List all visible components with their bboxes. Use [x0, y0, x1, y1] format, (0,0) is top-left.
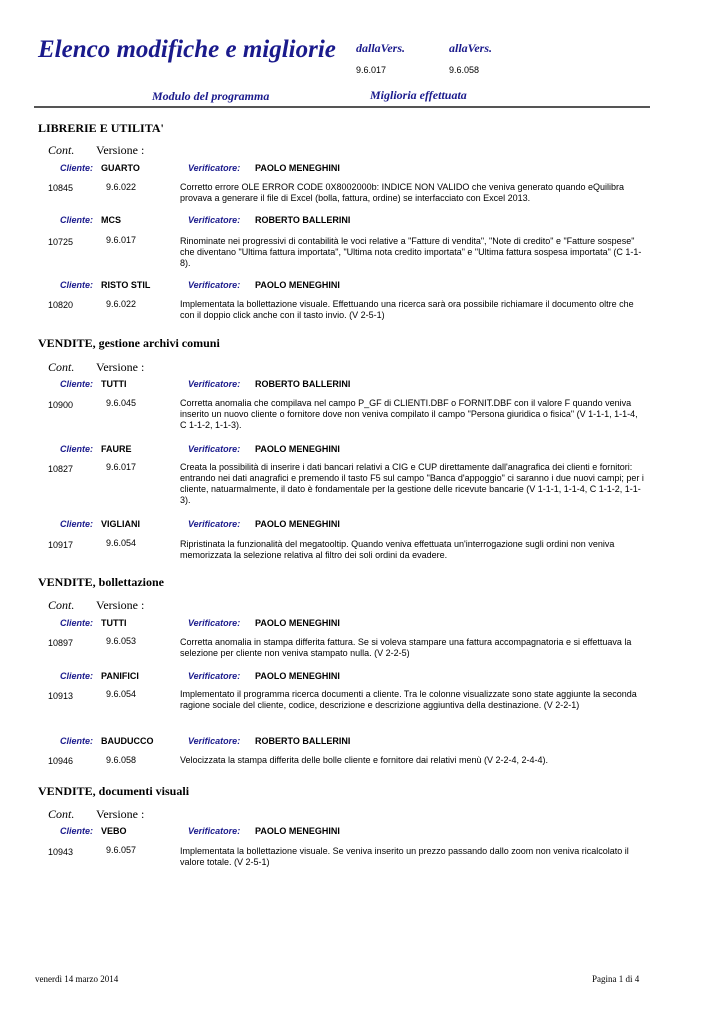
verificatore-value: PAOLO MENEGHINI [255, 618, 340, 628]
change-description: Rinominate nei progressivi di contabilità le voci relative a "Fatture di vendita", "Note di credito" e "Fatture sospese" che diventano "Ultima fattura importata", "Ultima nota credito importata" e "Ultima fattura sospesa importata" (C 1-1-8). [180, 236, 642, 268]
change-description: Ripristinata la funzionalità del megatooltip. Quando veniva effettuata un'interrogazione sugli ordini non veniva memorizzata la selezione relativa al filtro dei soli ordini da evadere. [180, 539, 615, 560]
to-version-label: allaVers. [449, 41, 493, 55]
verificatore-label: Verificatore: [188, 519, 241, 529]
versione-label: Versione : [96, 360, 145, 374]
module-column-header: Modulo del programma [152, 89, 270, 103]
change-code: 10946 [48, 756, 74, 766]
change-description: Implementata la bollettazione visuale. Effettuando una ricerca sarà ora possibile richiamare il documento oltre che con il doppio click anche con il tasto invio. (V 2-5-1) [180, 299, 634, 320]
change-code: 10897 [48, 638, 74, 648]
change-code: 10827 [48, 464, 74, 474]
change-version: 9.6.022 [106, 182, 137, 192]
change-code: 10917 [48, 540, 74, 550]
section-title: LIBRERIE E UTILITA' [38, 121, 164, 135]
verificatore-value: ROBERTO BALLERINI [255, 736, 351, 746]
change-code: 10943 [48, 847, 74, 857]
change-version: 9.6.022 [106, 299, 137, 309]
verificatore-label: Verificatore: [188, 736, 241, 746]
verificatore-value: PAOLO MENEGHINI [255, 163, 340, 173]
change-description: Corretta anomalia in stampa differita fattura. Se si voleva stampare una fattura accompagnatoria e si effettuava la selezione per cliente non veniva stampato nulla. (V 2-2-5) [180, 637, 632, 658]
cliente-label: Cliente: [60, 671, 94, 681]
cliente-label: Cliente: [60, 618, 94, 628]
change-version: 9.6.045 [106, 398, 137, 408]
section-title: VENDITE, gestione archivi comuni [38, 336, 220, 350]
cliente-value: RISTO STIL [101, 280, 151, 290]
cliente-label: Cliente: [60, 826, 94, 836]
verificatore-label: Verificatore: [188, 826, 241, 836]
change-code: 10900 [48, 400, 74, 410]
cliente-value: GUARTO [101, 163, 140, 173]
cliente-label: Cliente: [60, 519, 94, 529]
verificatore-label: Verificatore: [188, 379, 241, 389]
change-code: 10913 [48, 691, 74, 701]
verificatore-value: ROBERTO BALLERINI [255, 215, 351, 225]
verificatore-value: ROBERTO BALLERINI [255, 379, 351, 389]
change-description: Implementata la bollettazione visuale. Se veniva inserito un prezzo passando dallo zoom non veniva ricalcolato il valore totale. (V 2-5-1) [180, 846, 629, 867]
versione-label: Versione : [96, 807, 145, 821]
cliente-value: PANIFICI [101, 671, 139, 681]
verificatore-label: Verificatore: [188, 280, 241, 290]
verificatore-value: PAOLO MENEGHINI [255, 444, 340, 454]
cont-label: Cont. [48, 360, 75, 374]
cont-label: Cont. [48, 143, 75, 157]
cliente-label: Cliente: [60, 280, 94, 290]
verificatore-label: Verificatore: [188, 215, 241, 225]
cliente-label: Cliente: [60, 736, 94, 746]
change-version: 9.6.053 [106, 636, 137, 646]
from-version-value: 9.6.017 [356, 65, 387, 75]
change-code: 10845 [48, 183, 74, 193]
cont-label: Cont. [48, 598, 75, 612]
verificatore-value: PAOLO MENEGHINI [255, 826, 340, 836]
cliente-value: TUTTI [101, 618, 127, 628]
change-description: Corretta anomalia che compilava nel campo P_GF di CLIENTI.DBF o FORNIT.DBF con il valore F quando veniva inserito un nuovo cliente o fornitore dove non veniva compilato il campo "Persona giuridica o fisica" (V 1-1-1, 1-1-4, C 1-1-2, 1-1-3). [180, 398, 638, 430]
change-version: 9.6.058 [106, 755, 137, 765]
from-version-label: dallaVers. [356, 41, 406, 55]
change-description: Corretto errore OLE ERROR CODE 0X8002000b: INDICE NON VALIDO che veniva generato quando eQuilibra provava a generare il file di Excel (bolla, fattura, ordine) se interfacciato con Excel 2013. [180, 182, 625, 203]
change-version: 9.6.017 [106, 462, 137, 472]
header-divider [34, 106, 650, 108]
change-description: Creata la possibilità di inserire i dati bancari relativi a CIG e CUP direttamente dall'anagrafica dei clienti e fornitori: entrando nei dati anagrafici e premendo il tasto F5 sul campo "Banca d'appoggio" ci saranno i due nuovi campi; per i cliente, natuarmalmente, il dato è fondamentale per la gestione delle ricevute bancarie (V 1-1-1, 1-1-4, C 1-1-2, 1-1-3). [180, 462, 644, 505]
cliente-label: Cliente: [60, 215, 94, 225]
change-description: Implementato il programma ricerca documenti a cliente. Tra le colonne visualizzate sono state aggiunte la seconda ragione sociale del cliente, codice, descrizione e descrizione aggiuntiva della destinazione. (V 2-2-1) [180, 689, 637, 710]
verificatore-label: Verificatore: [188, 618, 241, 628]
versione-label: Versione : [96, 143, 145, 157]
verificatore-value: PAOLO MENEGHINI [255, 280, 340, 290]
change-code: 10725 [48, 237, 74, 247]
cliente-value: BAUDUCCO [101, 736, 154, 746]
cliente-value: VEBO [101, 826, 127, 836]
change-version: 9.6.054 [106, 538, 137, 548]
cliente-value: FAURE [101, 444, 132, 454]
change-code: 10820 [48, 300, 74, 310]
cliente-label: Cliente: [60, 444, 94, 454]
change-version: 9.6.057 [106, 845, 137, 855]
change-version: 9.6.017 [106, 235, 137, 245]
cliente-label: Cliente: [60, 379, 94, 389]
section-title: VENDITE, bollettazione [38, 575, 164, 589]
verificatore-value: PAOLO MENEGHINI [255, 519, 340, 529]
cliente-label: Cliente: [60, 163, 94, 173]
cliente-value: VIGLIANI [101, 519, 141, 529]
verificatore-value: PAOLO MENEGHINI [255, 671, 340, 681]
footer-page-number: Pagina 1 di 4 [592, 974, 640, 984]
section-title: VENDITE, documenti visuali [38, 784, 190, 798]
cont-label: Cont. [48, 807, 75, 821]
to-version-value: 9.6.058 [449, 65, 480, 75]
versione-label: Versione : [96, 598, 145, 612]
cliente-value: TUTTI [101, 379, 127, 389]
verificatore-label: Verificatore: [188, 163, 241, 173]
change-version: 9.6.054 [106, 689, 137, 699]
cliente-value: MCS [101, 215, 121, 225]
change-description: Velocizzata la stampa differita delle bolle cliente e fornitore dai relativi menù (V 2-2-4, 2-4-4). [180, 755, 549, 765]
verificatore-label: Verificatore: [188, 671, 241, 681]
page-title: Elenco modifiche e migliorie [38, 36, 336, 63]
improvement-column-header: Miglioria effettuata [370, 88, 467, 102]
verificatore-label: Verificatore: [188, 444, 241, 454]
footer-date: venerdì 14 marzo 2014 [35, 974, 119, 984]
